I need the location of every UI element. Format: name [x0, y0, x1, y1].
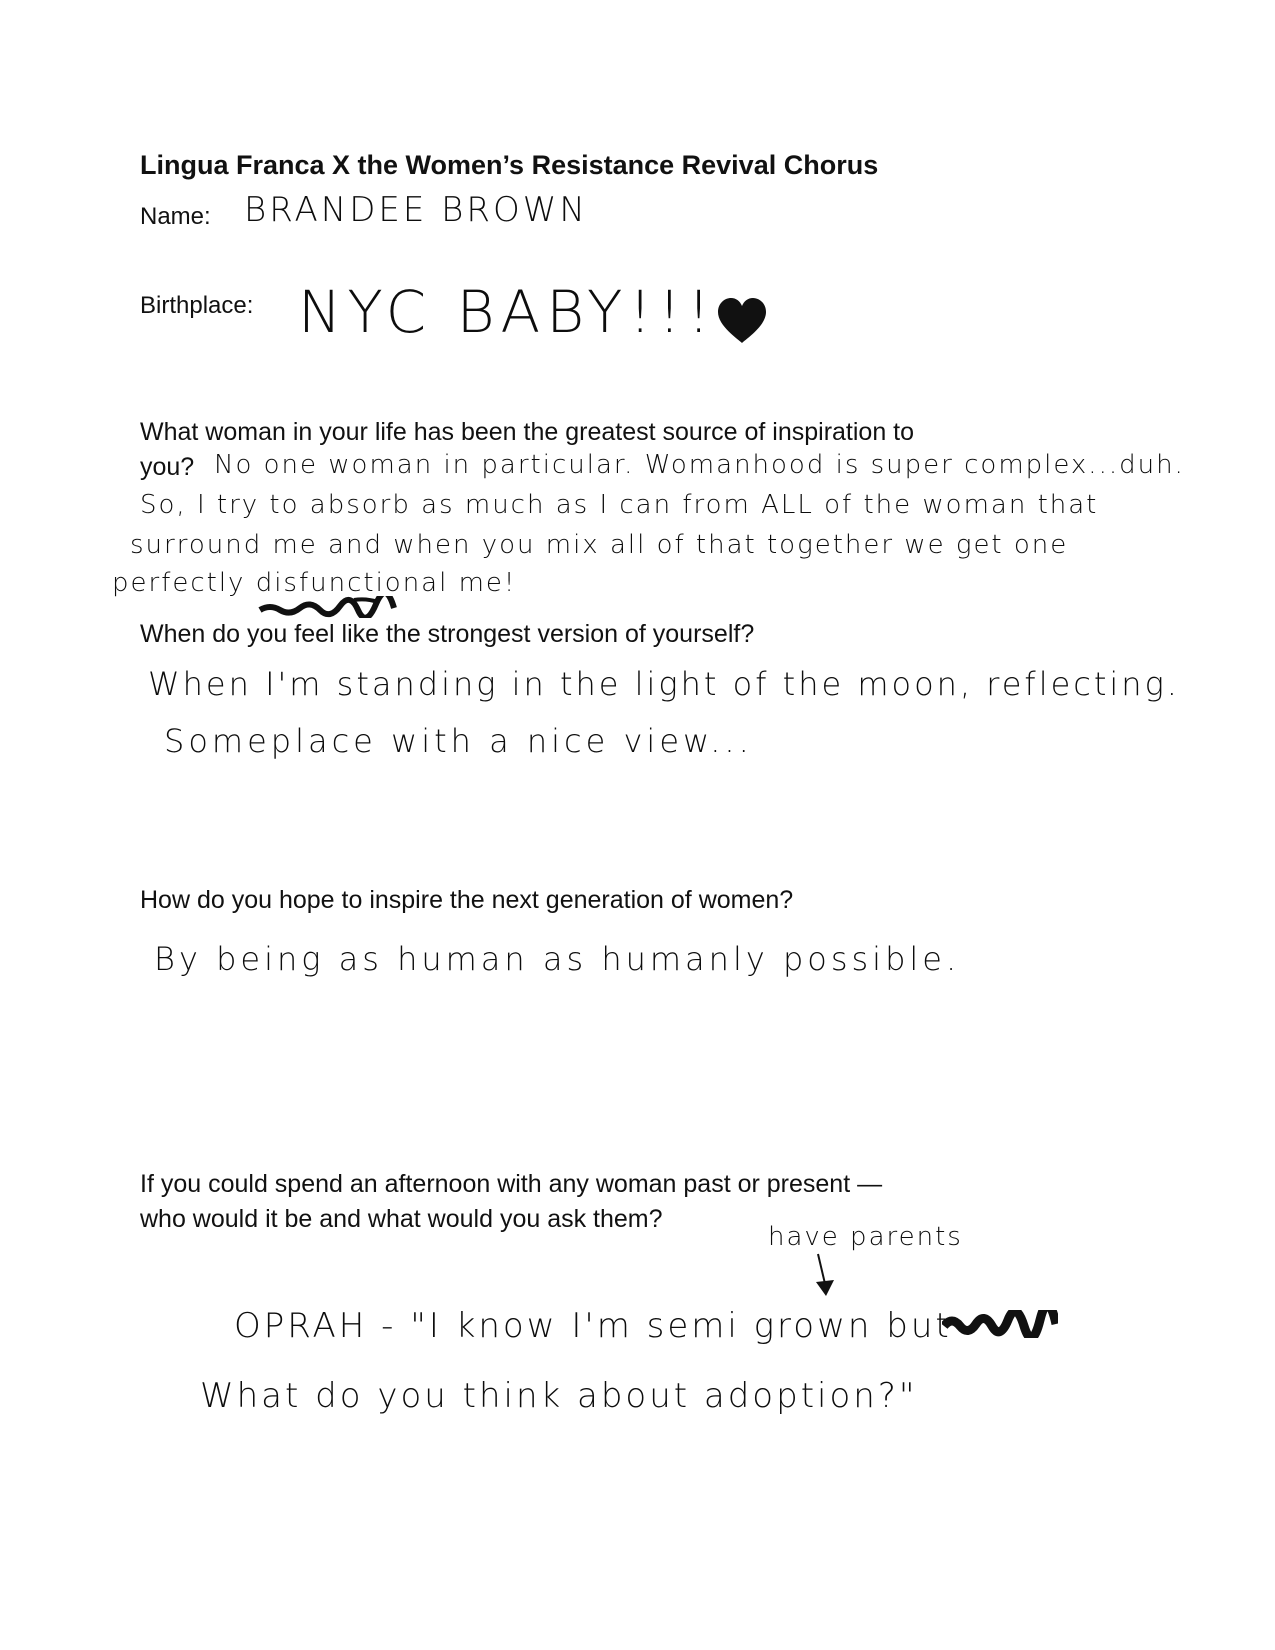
form-title: Lingua Franca X the Women’s Resistance Revival Chorus — [140, 150, 879, 180]
answer-1-line-2: So, I try to absorb as much as I can from ALL of the woman that — [140, 490, 1099, 520]
question-1-prompt-line1: What woman in your life has been the greatest source of inspiration to — [140, 418, 915, 446]
scribble-mark — [942, 1310, 1058, 1338]
answer-2-line-1: When I'm standing in the light of the moon, reflecting. — [148, 665, 1180, 703]
answer-1-line-1: No one woman in particular. Womanhood is super complex...duh. — [214, 450, 1185, 480]
question-3-prompt: How do you hope to inspire the next generation of women? — [140, 886, 794, 914]
name-label: Name: — [140, 203, 211, 230]
answer-4-insertion: have parents — [768, 1222, 963, 1252]
birthplace-label: Birthplace: — [140, 292, 254, 319]
name-value: BRANDEE BROWN — [244, 190, 588, 230]
answer-4-line-2: What do you think about adoption?" — [200, 1376, 918, 1416]
insertion-arrow — [810, 1252, 840, 1298]
question-4-prompt-line2: who would it be and what would you ask them? — [140, 1205, 663, 1233]
answer-3-line-1: By being as human as humanly possible. — [154, 940, 961, 978]
heart-icon — [716, 296, 768, 346]
question-1-prompt-line2: you? — [140, 453, 195, 481]
birthplace-value: NYC BABY!!! — [298, 278, 717, 346]
answer-4-line-1: OPRAH - "I know I'm semi grown but — [234, 1306, 952, 1346]
answer-2-line-2: Someplace with a nice view... — [164, 722, 753, 760]
question-2-prompt: When do you feel like the strongest version of yourself? — [140, 620, 755, 648]
answer-1-line-4: perfectly disfunctional me! — [112, 568, 517, 598]
question-4-prompt-line1: If you could spend an afternoon with any woman past or present — — [140, 1170, 883, 1198]
scribble-mark — [258, 596, 398, 618]
answer-1-line-3: surround me and when you mix all of that together we get one — [130, 530, 1069, 560]
